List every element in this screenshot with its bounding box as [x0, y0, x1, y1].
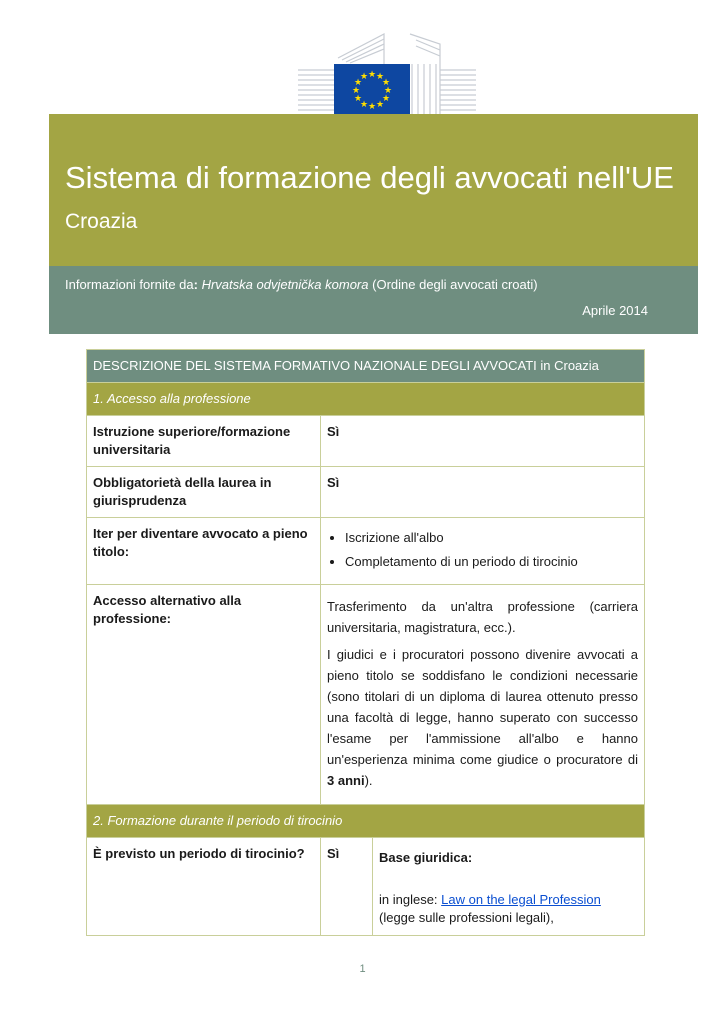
alt-access-paragraph-2 — [327, 644, 638, 791]
table-row — [87, 585, 645, 805]
law-link[interactable]: Law on the legal Profession — [441, 892, 601, 907]
svg-text:★: ★ — [353, 78, 363, 88]
path-list — [327, 529, 638, 571]
legal-basis-label: Base giuridica: — [379, 850, 473, 865]
table-row — [87, 518, 645, 585]
legal-basis-text — [379, 891, 638, 927]
table-row — [87, 416, 645, 467]
table-title: DESCRIZIONE DEL SISTEMA FORMATIVO NAZIONALE DEGLI AVVOCATI in Croazia — [87, 350, 645, 383]
info-org: Hrvatska odvjetnička komora — [201, 277, 369, 292]
page-number: 1 — [359, 963, 366, 975]
row-value: Sì — [321, 467, 645, 518]
info-org-note: (Ordine degli avvocati croati) — [372, 277, 538, 292]
svg-text:★: ★ — [383, 86, 393, 96]
svg-text:★: ★ — [375, 72, 385, 82]
section-header-row — [87, 805, 645, 838]
legal-basis-suffix: (legge sulle professioni legali), — [379, 910, 554, 925]
svg-text:★: ★ — [375, 100, 385, 110]
info-prefix: Informazioni fornite da — [65, 277, 194, 292]
table-title-row — [87, 350, 645, 383]
section-2-header: 2. Formazione durante il periodo di tirocinio — [87, 805, 645, 838]
info-source — [65, 277, 538, 292]
eu-flag-icon — [334, 64, 410, 114]
section-header-row — [87, 383, 645, 416]
svg-text:★: ★ — [351, 86, 361, 96]
table-row — [87, 467, 645, 518]
section-1-header: 1. Accesso alla professione — [87, 383, 645, 416]
row-label: Iter per diventare avvocato a pieno titolo: — [87, 518, 321, 585]
page-title: Sistema di formazione degli avvocati nell'UE — [65, 160, 674, 195]
row-label: È previsto un periodo di tirocinio? — [87, 838, 321, 936]
svg-text:★: ★ — [359, 100, 369, 110]
page-subtitle: Croazia — [65, 210, 138, 233]
table-row — [87, 838, 645, 936]
list-item: • Completamento di un periodo di tirocinio — [345, 553, 638, 571]
alt-access-end: ). — [364, 773, 373, 788]
alt-access-years: 3 anni — [327, 773, 365, 788]
eu-stars-icon — [334, 64, 410, 114]
row-label: Istruzione superiore/formazione universitaria — [87, 416, 321, 467]
legal-basis-prefix: in inglese: — [379, 892, 438, 907]
row-value — [321, 518, 645, 585]
alt-access-paragraph-1: Trasferimento da un'altra professione (carriera universitaria, magistratura, ecc.). — [327, 599, 638, 635]
svg-text:★: ★ — [367, 70, 377, 80]
info-colon: : — [193, 277, 198, 292]
legal-basis-cell — [373, 838, 645, 936]
row-label: Accesso alternativo alla professione: — [87, 585, 321, 805]
svg-text:★: ★ — [381, 78, 391, 88]
info-bar — [49, 266, 698, 334]
alt-access-text: I giudici e i procuratori possono divenire avvocati a pieno titolo se soddisfano le condizioni necessarie (sono titolari di un diploma di laurea ottenuto presso una facoltà di legge, hanno superato con successo l'esame per l'ammissione all'albo e hanno un'esperienza minima come giudice o procuratore di — [327, 647, 638, 767]
row-value — [321, 585, 645, 805]
row-value: Sì — [321, 416, 645, 467]
svg-text:★: ★ — [353, 94, 363, 104]
title-banner — [49, 114, 698, 266]
svg-text:★: ★ — [381, 94, 391, 104]
info-date: Aprile 2014 — [582, 303, 648, 318]
row-label: Obbligatorietà della laurea in giurisprudenza — [87, 467, 321, 518]
row-value: Sì — [321, 838, 373, 936]
description-table — [86, 349, 645, 936]
list-item: • Iscrizione all'albo — [345, 529, 638, 547]
svg-text:★: ★ — [359, 72, 369, 82]
svg-text:★: ★ — [367, 102, 377, 112]
